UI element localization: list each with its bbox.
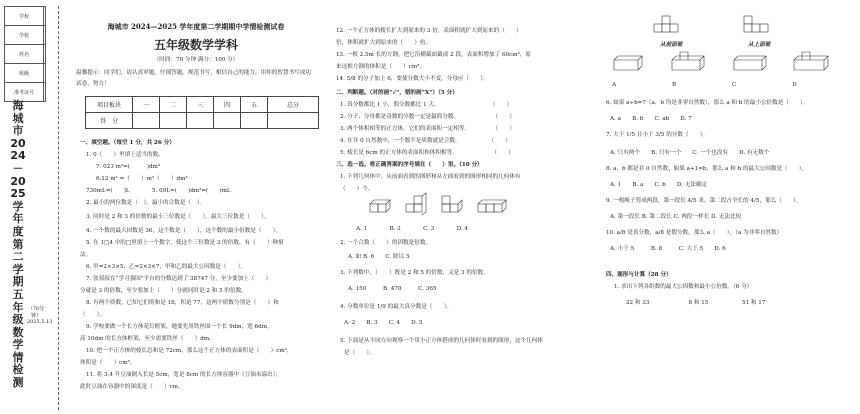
duration-text: （70分钟） bbox=[27, 306, 45, 319]
question-line: 倍，体积就扩大到原来的（ ）倍。 bbox=[336, 40, 432, 46]
question-line: 2. 最小的两位数是（ ）。最小的合数是（ ）。 bbox=[86, 200, 205, 206]
question-line: 10. a/8 是真分数，a/8 是假分数，那么 a（ ）。（a 为非零自然数） bbox=[606, 230, 783, 236]
score-cell[interactable] bbox=[241, 113, 268, 129]
question-line: 5. 下面是从不同方向观察一个用小正方体搭成的几何体时看到的图形，这个几何体 bbox=[340, 338, 543, 344]
judge-item: 2. 分子、分母都是奇数的分数一定是最简分数。 （ ） bbox=[340, 114, 515, 120]
question-line: 1. 求出下列各组数的最大公因数和最小公倍数。（6 分） bbox=[614, 284, 753, 290]
question-line: 12. 一个正方体的棱长扩大到原来的 3 倍，表面积就扩大到原来的（ ） bbox=[336, 28, 522, 34]
options-line: A. 150 B. 470 C. 365 bbox=[348, 286, 437, 292]
solid-b bbox=[406, 193, 426, 215]
solids-figures bbox=[368, 196, 508, 220]
question-line: 此时豆油在容器中的深度是（ ）cm。 bbox=[80, 384, 184, 390]
question-line: 高 10dm 的长方体框架，至少需要铁丝（ ）dm。 bbox=[80, 336, 215, 342]
score-header: 二 bbox=[160, 97, 187, 113]
solid-d bbox=[478, 200, 506, 212]
options-line: A. 小于 5 B. 8 C. 大于 5 D. 6 bbox=[610, 246, 726, 252]
score-cell[interactable] bbox=[133, 113, 160, 129]
judge-item: 1. 真分数都比 1 小，假分数都比 1 大。 （ ） bbox=[340, 102, 513, 108]
exam-meta: （时间：70 分钟 满分：100 分） bbox=[153, 57, 239, 63]
score-cell[interactable] bbox=[214, 113, 241, 129]
answer-solid-c bbox=[734, 56, 766, 70]
section-heading: 三、选一选。将正确答案的序号填在（ ）里。（10 分） bbox=[336, 162, 483, 168]
figure-caption: 从上面看 bbox=[748, 42, 771, 48]
question-line: 11. 将 3.4 升豆油倒入长是 5cm，宽是 8cm 的长方体容器中（豆油未溢出）， bbox=[86, 372, 282, 378]
question-line: 9. 一根绳子剪成两段，第一段长 4/5 米，第二段占全长的 4/5，那么（ ）。 bbox=[606, 198, 802, 204]
options-line: A. 2 B. 3 C. 4 D. 5 bbox=[344, 320, 423, 326]
front-view-figure bbox=[654, 16, 678, 32]
warm-tip: 温馨提示：同学们，请认真审题，仔细答题，规范书写，相信自己的能力，用你的智慧书写成功试卷，努力！ bbox=[76, 70, 311, 87]
vertical-exam-title: 海城市2024－2025学年度第二学期五年级数学情检测 bbox=[10, 99, 26, 390]
answer-solid-b bbox=[672, 52, 704, 70]
judge-item: 4. 在非 0 自然数中，一个数不是质数就是合数。 （ ） bbox=[340, 138, 511, 144]
student-info-table bbox=[4, 6, 46, 102]
options-line: A. 只有两个 B. 只有一个 C. 一个也没有 D. 有无数个 bbox=[610, 150, 770, 156]
question-line: 6.12 m³ =（ ）m³（ ）dm³ bbox=[96, 176, 188, 182]
question-line: （ ）。 bbox=[80, 312, 106, 318]
exam-title: 海城市 2024—2025 学年度第二学期期中学情检测试卷 bbox=[107, 22, 285, 31]
options-line: A. a B. b C. ab D. 7 bbox=[610, 116, 692, 122]
question-line: 7. 张叔叔在“学习强国”平台的分数达到了 38747 分，至少要加上（ ） bbox=[86, 276, 272, 282]
score-cell[interactable] bbox=[187, 113, 214, 129]
question-line: 来这根方钢的体积是（ ）cm³。 bbox=[336, 64, 425, 70]
question-line: 1. 下列几何体中，从前面看到的图形和从左面看到的图形相同的几何体有 bbox=[340, 174, 521, 180]
question-line: 法。 bbox=[80, 252, 92, 258]
options-line: A. 1 B. a C. b D. 无法确定 bbox=[610, 182, 708, 188]
field-label: 班级 bbox=[5, 64, 44, 83]
section-heading: 四、图形与计算（28 分） bbox=[606, 272, 672, 278]
question-line: 2. 一个合数（ ）的因数是倍数。 bbox=[340, 240, 432, 246]
answer-solid-a bbox=[614, 56, 642, 70]
question-line: 3. 同时是 2 和 3 的倍数的最小三位数是（ ），最大三位数是（ ）。 bbox=[86, 214, 270, 220]
section-heading: 二、判断题。（对的画“√”，错的画“X”）（5 分） bbox=[336, 90, 458, 96]
score-header: 总分 bbox=[268, 97, 319, 113]
question-line: 5. 在 1□4 中的□里填上一个数字，使这个三位数是 3 的倍数，有（ ）种填 bbox=[86, 240, 284, 246]
date-text: 2025.5.13 bbox=[27, 319, 53, 325]
solid-a bbox=[370, 200, 390, 212]
options-line: A. 如 B. 6 C. 除以 5 bbox=[348, 254, 410, 260]
question-line: 8. 有两个质数，已知它们的和是 18，积是 77，这两个质数分别是（ ）和 bbox=[86, 300, 279, 306]
question-line: 1. 0（ ）里填上适当的数。 bbox=[86, 152, 164, 158]
field-label: 准考证号 bbox=[5, 83, 44, 102]
score-table bbox=[85, 96, 319, 129]
question-line: 9. 学校要做一个长方体花灯框架，她要先用铁丝围一个长 9dm，宽 6dm， bbox=[86, 324, 273, 330]
question-line: 3. 下列数中，（ ）既是 2 和 5 的倍数，又是 3 的倍数。 bbox=[340, 270, 489, 276]
question-line: （ ）个。 bbox=[340, 186, 374, 192]
subject-title: 五年级数学学科 bbox=[153, 38, 238, 52]
question-line: 6. 如果 a÷b=7（a，b 均是非零自然数），那么 a 和 b 的最小公倍数是（ ）。 bbox=[606, 100, 809, 106]
question-line: 10. 把一个正方体的棱长总和是 72cm，那么这个正方体的表面积是（ ）cm²， bbox=[86, 348, 293, 354]
score-row-label: 得 分 bbox=[86, 113, 133, 129]
question-line: 7. 023 m³=( )dm³ bbox=[96, 164, 161, 170]
score-cell[interactable] bbox=[268, 113, 319, 129]
answer-solids bbox=[610, 50, 840, 78]
question-line: 7. 大于 1/5 且小于 3/5 的分数（ ）。 bbox=[606, 132, 709, 138]
field-value[interactable] bbox=[44, 83, 46, 102]
question-line: 4. 分数单位是 1/9 的最大真分数是（ ）。 bbox=[340, 304, 452, 310]
binding-line bbox=[58, 6, 59, 410]
options-line: A B C D bbox=[612, 82, 797, 88]
field-label: 学校 bbox=[5, 7, 44, 26]
field-label: 姓名 bbox=[5, 45, 44, 64]
question-line: 8. a，b 都是非 0 自然数，如果 a+1=b，那么 a 和 b 的最大公因数是（ ）。 bbox=[606, 166, 808, 172]
question-line: 4. 一个数的最大因数是 36，这个数是（ ），这个数的最小倍数是（ ）。 bbox=[86, 228, 282, 234]
question-line: 6. 甲=2×3×5，乙=2×3×7，甲和乙的最大公因数是（ ）。 bbox=[86, 264, 247, 270]
field-label: 学校 bbox=[5, 26, 44, 45]
question-line: 730mL=( )L 5. 09L=( )dm³=( )mL bbox=[86, 188, 231, 194]
figure-caption: 从前面看 bbox=[660, 42, 683, 48]
score-header: 三 bbox=[187, 97, 214, 113]
calc-items: 22 和 33 8 和 15 51 和 17 bbox=[626, 300, 766, 306]
score-header: 五 bbox=[241, 97, 268, 113]
top-view-figure bbox=[744, 16, 768, 32]
score-header: 四 bbox=[214, 97, 241, 113]
score-cell[interactable] bbox=[160, 113, 187, 129]
field-value[interactable] bbox=[44, 64, 46, 83]
question-line: 分就是 3 的倍数，至少要加上（ ）分就同时是 2 和 5 的倍数。 bbox=[80, 288, 247, 294]
options-line: A. 1 B. 2 C. 3 D. 4 bbox=[356, 226, 469, 232]
score-header: 项目板块 bbox=[86, 97, 133, 113]
field-value[interactable] bbox=[44, 7, 46, 26]
options-line: A. 第一段长 B. 第二段长 C. 两段一样长 D. 无法比较 bbox=[610, 214, 742, 220]
vertical-duration bbox=[27, 305, 53, 325]
answer-solid-d bbox=[794, 52, 828, 70]
question-line: 体积是（ ）cm³。 bbox=[80, 360, 136, 366]
question-line: 14. 5/8 的分子加上 6，要使分数大小不变，分母应（ ）。 bbox=[336, 76, 489, 82]
question-line: 13. 一根 2.5m 长的方钢，把它沿横截面截成 2 段，表面积增加了 60cm²，原 bbox=[336, 52, 531, 58]
judge-item: 5. 棱长是 6cm 的正方体的表面积和体积相等。 （ ） bbox=[340, 150, 514, 156]
judge-item: 3. 两个体积相等的正方体，它们的表面积一定相等。 （ ） bbox=[340, 126, 515, 132]
solid-c bbox=[442, 196, 462, 212]
field-value[interactable] bbox=[44, 45, 46, 64]
view-figures bbox=[648, 14, 798, 44]
question-line: 是（ ）。 bbox=[344, 350, 375, 356]
field-value[interactable] bbox=[44, 26, 46, 45]
section-heading: 一、填空题。（每空 1 分，共 26 分） bbox=[80, 140, 175, 146]
score-header: 一 bbox=[133, 97, 160, 113]
